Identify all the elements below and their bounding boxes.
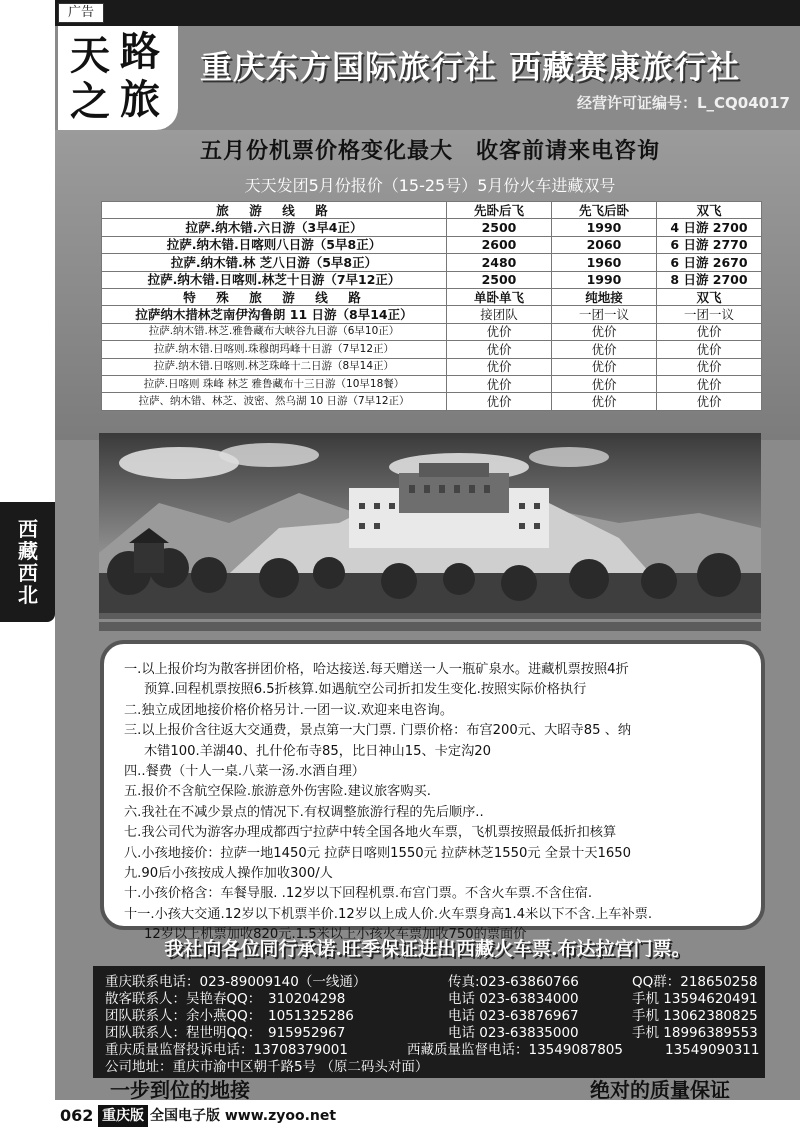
note-line: 预算.回程机票按照6.5折核算.如遇航空公司折扣发生变化.按照实际价格执行 [144,682,587,698]
price-cell: 优价 [552,393,657,410]
table-header-row [102,202,762,219]
contact-phone: 电话 023-63834000 [448,991,579,1007]
ad-strip [55,0,800,26]
header-cell: 纯地接 [552,288,657,305]
price-cell: 6 日游 2770 [657,236,762,253]
header-cell: 单卧单飞 [447,288,552,305]
price-cell: 优价 [552,341,657,358]
price-cell: 优价 [447,375,552,392]
contact-row [105,974,758,990]
route-cell: 拉萨、纳木错、林芝、波密、然乌湖 10 日游（7早12正） [102,393,447,410]
header-cell: 先卧后飞 [447,202,552,219]
page-footer [0,1104,800,1128]
logo [58,26,178,130]
price-cell: 4 日游 2700 [657,219,762,236]
table-row [102,306,762,323]
note-line: 七.我公司代为游客办理成都西宁拉萨中转全国各地火车票，飞机票按照最低折扣核算 [124,825,617,841]
agency-title: 重庆东方国际旅行社 西藏赛康旅行社 [200,48,741,86]
complaint-phone-tibet: 西藏质量监督电话：13549087805 [407,1042,623,1058]
contact-mobile: 手机 18996389553 [632,1025,758,1041]
note-line: 二.独立成团地接价格价格另计.一团一议.欢迎来电咨询。 [124,702,454,718]
notes-box [100,640,765,943]
route-cell: 拉萨.纳木错.日喀则八日游（5早8正） [102,236,447,253]
slogan-left: 一步到位的地接 [110,1078,250,1102]
price-cell: 优价 [447,358,552,375]
route-cell: 拉萨.日喀则 珠峰 林芝 雅鲁藏布十三日游（10早18餐） [102,375,447,392]
complaint-phone-cq: 重庆质量监督投诉电话：13708379001 [105,1042,348,1058]
logo-char: 天 [70,32,110,79]
price-cell: 8 日游 2700 [657,271,762,288]
subheadline: 天天发团5月份报价（15-25号）5月份火车进藏双号 [244,176,616,195]
route-cell: 拉萨.纳木错.日喀则.林芝十日游（7早12正） [102,271,447,288]
side-tab-char: 北 [18,583,38,607]
note-line: 木错100.羊湖40、扎什伦布寺85，比日神山15、卡定沟20 [144,743,492,759]
logo-char: 路 [120,28,160,75]
route-cell: 拉萨.纳木错.六日游（3早4正） [102,219,447,236]
price-cell: 1990 [552,219,657,236]
section-side-tab[interactable] [0,502,55,622]
note-line: 九.90后小孩按成人操作加收300/人 [124,866,333,882]
table-row [102,254,762,271]
promise-banner: 我社向各位同行承诺.旺季保证进出西藏火车票.布达拉宫门票。 [164,938,691,960]
price-cell: 优价 [552,358,657,375]
note-line: 十.小孩价格含：车餐导服. .12岁以下回程机票.布宫门票。不含火车票.不含住宿. [124,886,593,902]
price-cell: 6 日游 2670 [657,254,762,271]
complaint-phone-tibet-2: 13549090311 [665,1042,760,1058]
price-cell: 优价 [657,375,762,392]
contact-row [105,1025,758,1041]
route-cell: 拉萨.纳木错.林 芝八日游（5早8正） [102,254,447,271]
contact-row [105,991,758,1007]
table-row [102,323,762,340]
website-link[interactable]: 全国电子版 www.zyoo.net [150,1108,337,1124]
price-cell: 优价 [552,323,657,340]
note-line: 五.报价不含航空保险.旅游意外伤害险.建议旅客购买. [124,784,431,800]
note-line: 一.以上报价均为散客拼团价格，哈达接送.每天赠送一人一瓶矿泉水。进藏机票按照4折 [124,662,629,677]
price-cell: 优价 [657,358,762,375]
price-cell: 优价 [447,323,552,340]
side-tab-char: 藏 [18,539,38,563]
potala-palace-photo [99,433,761,631]
table-row [102,219,762,236]
price-cell: 2480 [447,254,552,271]
price-cell: 优价 [447,341,552,358]
note-line: 十一.小孩大交通.12岁以下机票半价.12岁以上成人价.火车票身高1.4米以下不含.上车补票. [124,906,653,922]
price-cell: 1990 [552,271,657,288]
route-cell: 拉萨.纳木错.林芝.雅鲁藏布大峡谷九日游（6早10正） [102,323,447,340]
note-line: 六.我社在不减少景点的情况下.有权调整旅游行程的先后顺序.. [124,804,484,820]
price-cell: 2600 [447,236,552,253]
contact-mobile: 手机 13594620491 [632,991,758,1007]
table-row [102,375,762,392]
contact-person: 团队联系人：余小燕QQ： 1051325286 [105,1008,354,1024]
price-table [101,201,762,411]
route-cell: 拉萨.纳木错.日喀则.林芝珠峰十二日游（8早14正） [102,358,447,375]
price-cell: 1960 [552,254,657,271]
route-cell: 拉萨纳木措林芝南伊沟鲁朗 11 日游（8早14正） [102,306,447,323]
route-cell: 拉萨.纳木错.日喀则.珠穆朗玛峰十日游（7早12正） [102,341,447,358]
price-cell: 优价 [552,375,657,392]
note-line: 三.以上报价含往返大交通费，景点第一大门票. 门票价格：布宫200元、大昭寺85 、纳 [124,723,632,739]
header-cell: 双飞 [657,288,762,305]
header-cell: 特 殊 旅 游 线 路 [102,288,447,305]
price-cell: 2500 [447,271,552,288]
price-cell: 2500 [447,219,552,236]
price-cell: 优价 [447,393,552,410]
price-cell: 优价 [657,393,762,410]
potala-palace-illustration [99,433,761,631]
contact-qq-group: QQ群：218650258 [632,974,758,990]
header-cell: 旅 游 线 路 [102,202,447,219]
page-number: 062 [60,1106,94,1125]
note-line: 四..餐费（十人一桌.八菜一汤.水酒自理） [124,764,365,780]
table-special-header-row [102,288,762,305]
table-row [102,271,762,288]
side-tab-text [14,518,42,606]
logo-char: 之 [70,78,110,125]
contact-mobile: 手机 13062380825 [632,1008,758,1024]
note-line: 12岁以上机票加收820元.1.5米以上小孩火车票加收750的票面价 [144,927,527,943]
price-cell: 2060 [552,236,657,253]
price-cell: 一团一议 [552,306,657,323]
contact-main-phone: 重庆联系电话：023-89009140（一线通） [105,974,367,990]
contact-fax: 传真:023-63860766 [448,974,579,990]
contact-person: 散客联系人：吴艳春QQ： 310204298 [105,991,346,1007]
table-row [102,358,762,375]
price-cell: 接团队 [447,306,552,323]
ad-tag: 广告 [58,3,104,23]
note-line: 八.小孩地接价：拉萨一地1450元 拉萨日喀则1550元 拉萨林芝1550元 全景十天1650 [124,845,632,861]
table-row [102,236,762,253]
edition-badge: 重庆版 [98,1105,148,1127]
table-row [102,341,762,358]
contact-row [105,1042,760,1058]
headline: 五月份机票价格变化最大 收客前请来电咨询 [199,139,660,164]
price-cell: 优价 [657,323,762,340]
price-cell: 优价 [657,341,762,358]
logo-char: 旅 [120,76,160,123]
table-row [102,393,762,410]
contact-phone: 电话 023-63835000 [448,1025,579,1041]
contact-row [105,1059,755,1075]
company-address: 公司地址：重庆市渝中区朝千路5号 （原二码头对面） [105,1059,429,1075]
side-tab-char: 西 [18,561,38,585]
license-number: 经营许可证编号：L_CQ04017 [576,94,790,112]
header-cell: 双飞 [657,202,762,219]
slogan-right: 绝对的质量保证 [590,1078,730,1102]
contact-phone: 电话 023-63876967 [448,1008,579,1024]
contact-box [93,966,765,1078]
price-cell: 一团一议 [657,306,762,323]
contact-person: 团队联系人：程世明QQ： 915952967 [105,1025,346,1041]
header-cell: 先飞后卧 [552,202,657,219]
contact-row [105,1008,758,1024]
side-tab-char: 西 [18,517,38,541]
